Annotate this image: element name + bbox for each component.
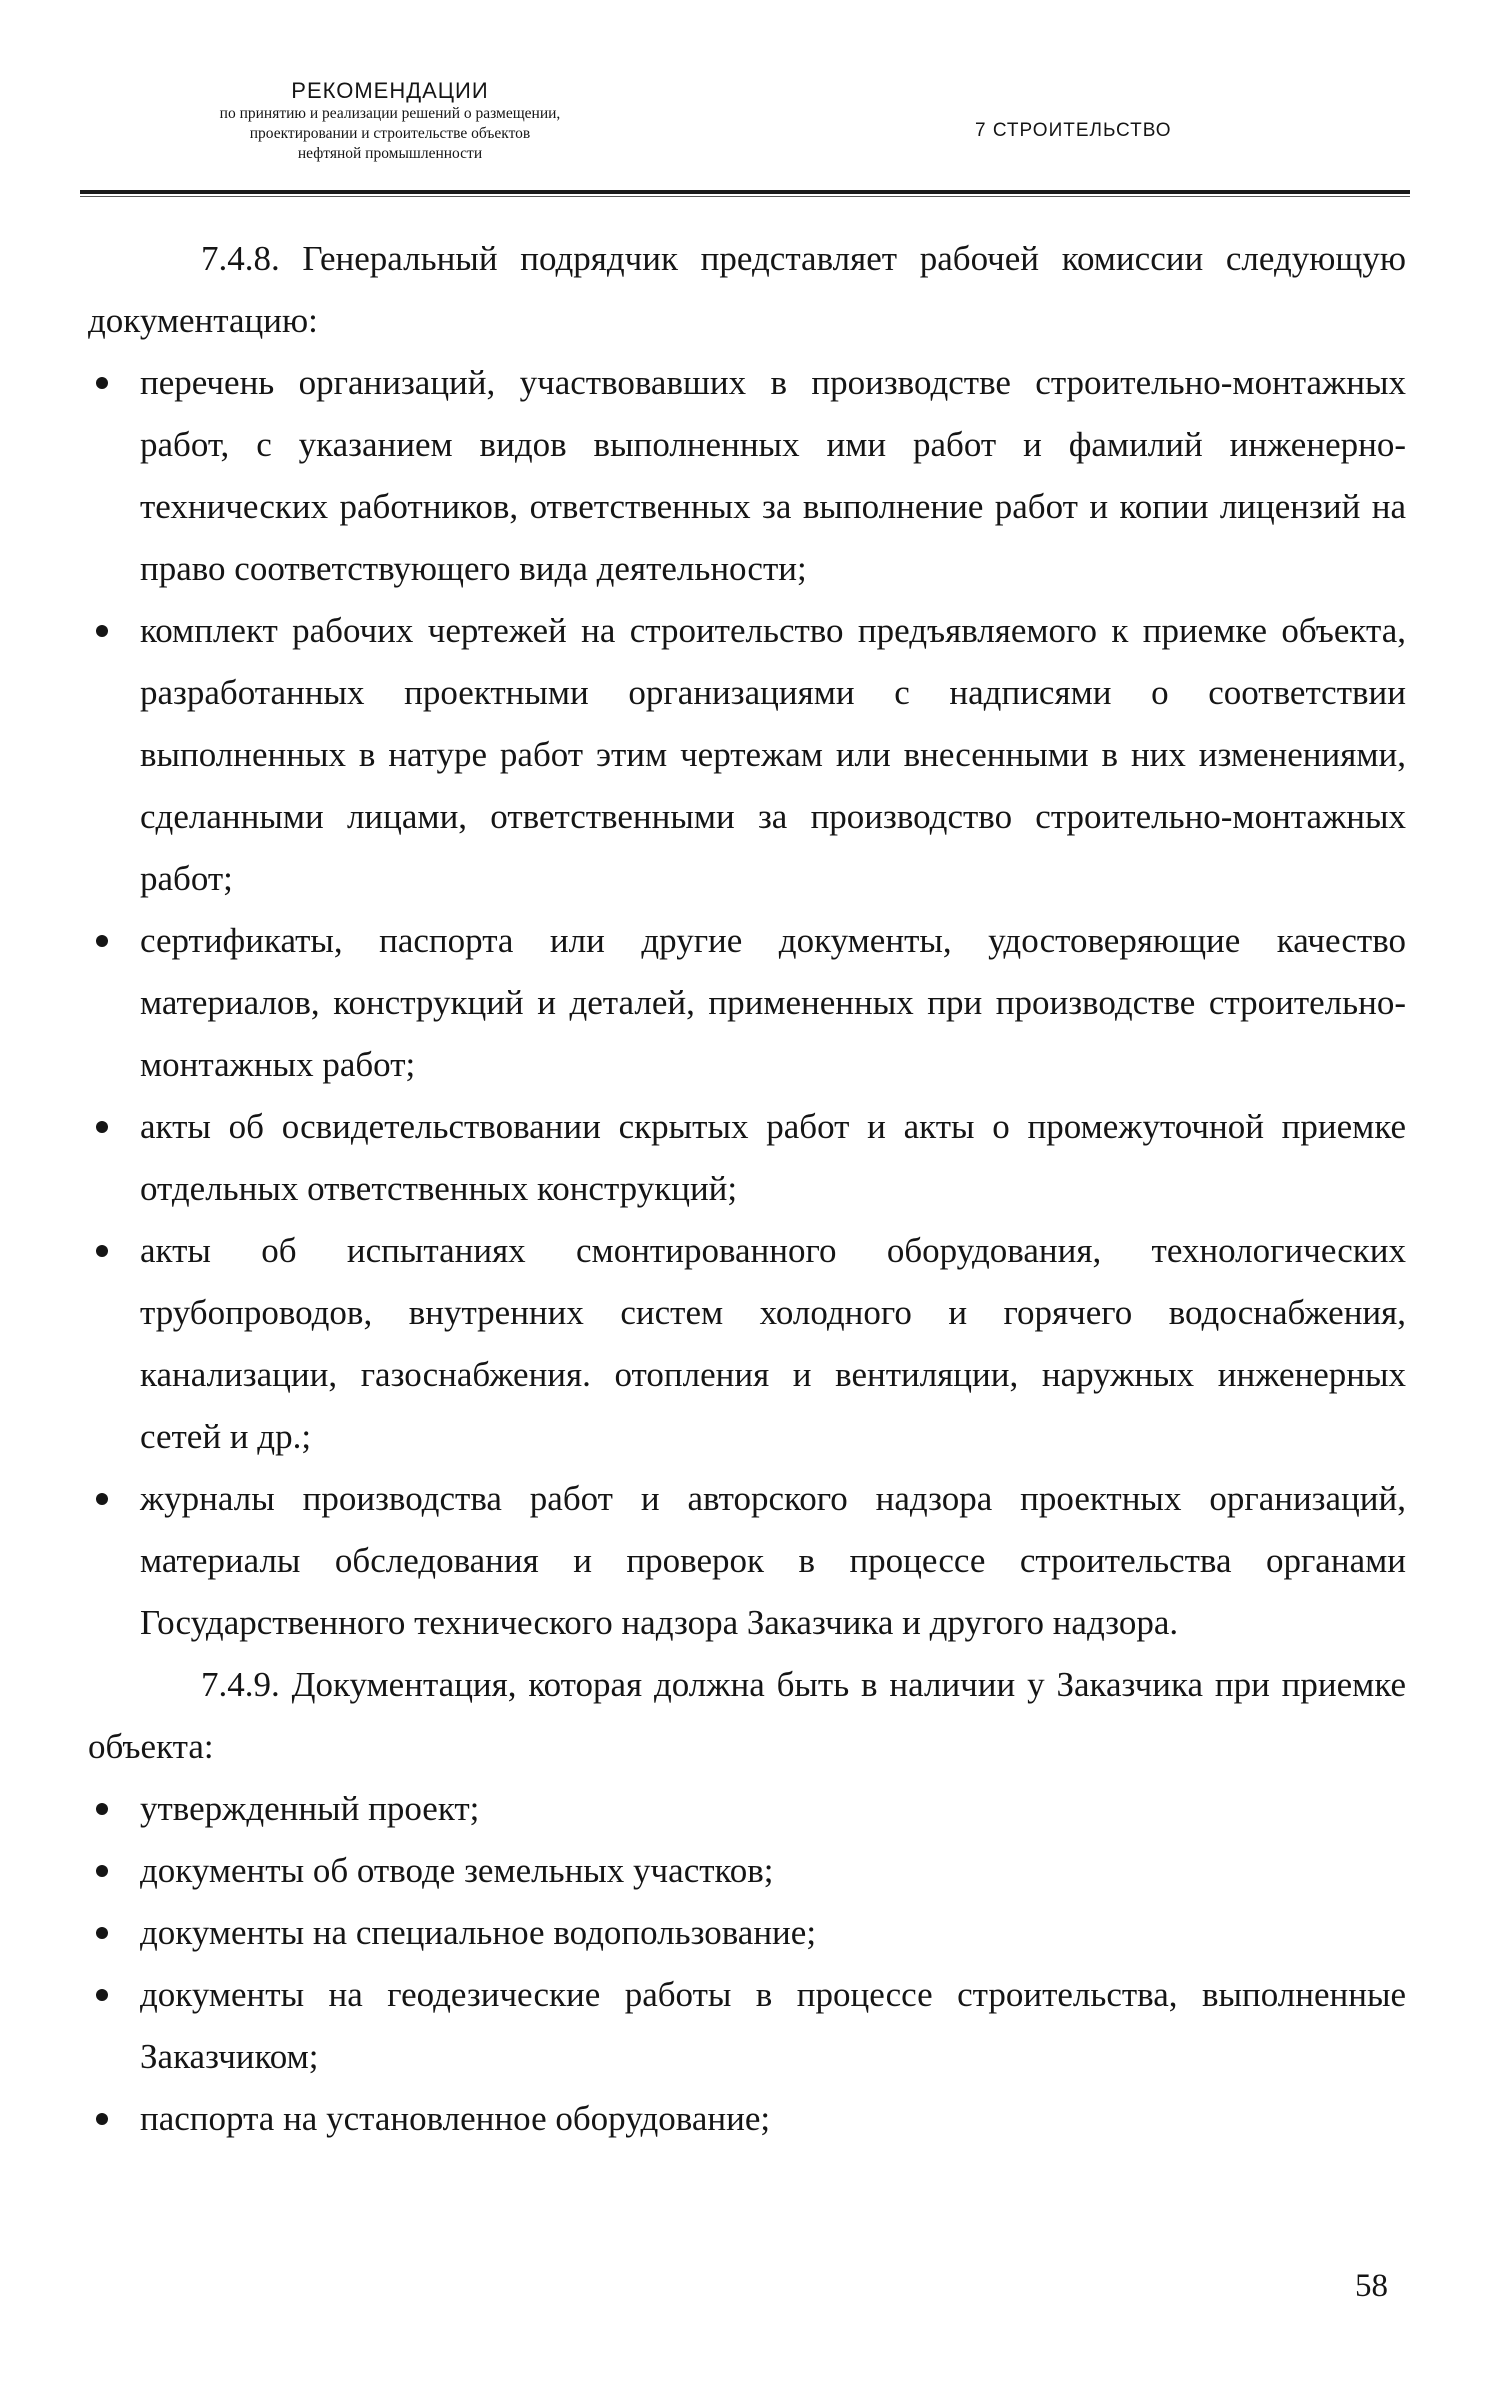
bullet-icon (96, 1865, 108, 1877)
header-subtitle-line: по принятию и реализации решений о размещении, (219, 105, 561, 122)
header-section-label: 7 СТРОИТЕЛЬСТВО (975, 120, 1172, 141)
section-7-4-8-intro: 7.4.8. Генеральный подрядчик представляет рабочей комиссии следующую документацию: (88, 239, 1406, 340)
bullet-icon (96, 1989, 108, 2001)
bullet-icon (96, 1927, 108, 1939)
list-item-text: документы об отводе земельных участков; (140, 1851, 774, 1890)
header-document-title (120, 78, 660, 164)
list-item (88, 1840, 1406, 1902)
header-title: РЕКОМЕНДАЦИИ (291, 78, 489, 103)
list-item-text: документы на геодезические работы в процессе строительства, выполненные Заказчиком; (140, 1975, 1406, 2076)
bullet-icon (96, 1803, 108, 1815)
page-number: 58 (1355, 2268, 1388, 2304)
list-item-text: утвержденный проект; (140, 1789, 480, 1828)
header-divider (80, 190, 1410, 194)
bullet-icon (96, 1245, 108, 1257)
list-item (88, 352, 1406, 600)
bullet-icon (96, 1493, 108, 1505)
list-item (88, 1778, 1406, 1840)
header-subtitle-line: проектировании и строительстве объектов (249, 125, 531, 142)
bullet-icon (96, 1121, 108, 1133)
bullet-icon (96, 625, 108, 637)
list-item-text: комплект рабочих чертежей на строительство предъявляемого к приемке объекта, разработанных проектными организациями с надписями о соответствии выполненных в натуре работ этим чертежам или внесенными в них изменениями, сделанными лицами, ответственными за производство строительно-монтажных работ; (140, 611, 1406, 898)
list-item (88, 1902, 1406, 1964)
list-item-text: акты об испытаниях смонтированного оборудования, технологических трубопроводов, внутренних систем холодного и горячего водоснабжения, канализации, газоснабжения. отопления и вентиляции, наружных инженерных сетей и др.; (140, 1231, 1406, 1456)
list-item (88, 1468, 1406, 1654)
list-item (88, 910, 1406, 1096)
list-item-text: документы на специальное водопользование; (140, 1913, 817, 1952)
list-item (88, 1220, 1406, 1468)
list-item (88, 1964, 1406, 2088)
header-divider-thin (80, 196, 1410, 197)
section-7-4-9-intro: 7.4.9. Документация, которая должна быть в наличии у Заказчика при приемке объекта: (88, 1665, 1406, 1766)
list-item-text: акты об освидетельствовании скрытых работ и акты о промежуточной приемке отдельных ответственных конструкций; (140, 1107, 1406, 1208)
section-7-4-9-list (88, 1778, 1406, 2150)
section-7-4-8-list (88, 352, 1406, 1654)
bullet-icon (96, 935, 108, 947)
header-subtitle-line: нефтяной промышленности (297, 145, 483, 162)
list-item (88, 1096, 1406, 1220)
list-item-text: паспорта на установленное оборудование; (140, 2099, 771, 2138)
list-item-text: перечень организаций, участвовавших в производстве строительно-монтажных работ, с указанием видов выполненных ими работ и фамилий инженерно-технических работников, ответственных за выполнение работ и копии лицензий на право соответствующего вида деятельности; (140, 363, 1406, 588)
bullet-icon (96, 2113, 108, 2125)
document-body (88, 228, 1406, 2150)
bullet-icon (96, 377, 108, 389)
list-item-text: сертификаты, паспорта или другие документы, удостоверяющие качество материалов, конструкций и деталей, примененных при производстве строительно-монтажных работ; (140, 921, 1406, 1084)
list-item (88, 2088, 1406, 2150)
list-item (88, 600, 1406, 910)
page-header (0, 0, 1510, 200)
list-item-text: журналы производства работ и авторского надзора проектных организаций, материалы обследования и проверок в процессе строительства органами Государственного технического надзора Заказчика и другого надзора. (140, 1479, 1406, 1642)
